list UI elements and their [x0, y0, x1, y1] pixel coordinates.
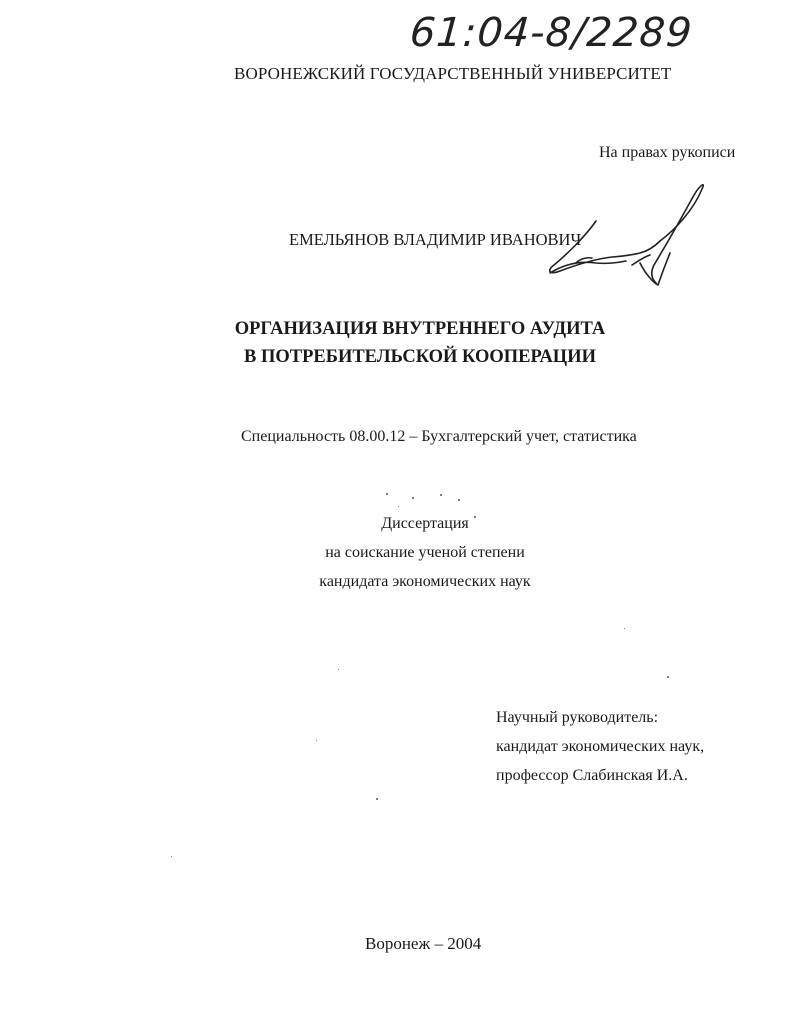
scan-speck	[667, 676, 669, 678]
supervisor-block	[496, 703, 704, 790]
city-year: Воронеж – 2004	[365, 934, 482, 953]
scan-speck	[624, 628, 625, 629]
scan-speck	[171, 856, 172, 857]
work-type: Диссертация	[381, 515, 469, 532]
dissertation-title	[200, 315, 640, 371]
title-line-1: ОРГАНИЗАЦИЯ ВНУТРЕННЕГО АУДИТА	[234, 319, 606, 339]
supervisor-name: профессор Слабинская И.А.	[496, 767, 688, 784]
university-name: ВОРОНЕЖСКИЙ ГОСУДАРСТВЕННЫЙ УНИВЕРСИТЕТ	[234, 64, 672, 83]
scan-speck	[440, 494, 442, 496]
signature-icon	[536, 183, 716, 288]
work-purpose: на соискание ученой степени	[325, 544, 525, 561]
scan-speck	[398, 506, 399, 507]
title-line-2: В ПОТРЕБИТЕЛЬСКОЙ КООПЕРАЦИИ	[244, 347, 596, 367]
scan-speck	[474, 516, 476, 518]
archive-number: 61:04-8/2289	[408, 10, 695, 56]
scan-speck	[316, 740, 317, 741]
scan-speck	[338, 669, 339, 670]
supervisor-degree: кандидат экономических наук,	[496, 738, 705, 755]
scan-speck	[458, 499, 460, 501]
scan-speck	[412, 497, 414, 499]
work-degree: кандидата экономических наук	[319, 573, 531, 590]
degree-block	[230, 509, 620, 596]
author-name: ЕМЕЛЬЯНОВ ВЛАДИМИР ИВАНОВИЧ	[289, 230, 582, 249]
scan-speck	[386, 493, 388, 495]
rights-note: На правах рукописи	[599, 144, 736, 161]
supervisor-label: Научный руководитель:	[496, 709, 659, 726]
scan-speck	[376, 798, 378, 800]
specialty-line: Специальность 08.00.12 – Бухгалтерский учет, статистика	[241, 428, 637, 445]
